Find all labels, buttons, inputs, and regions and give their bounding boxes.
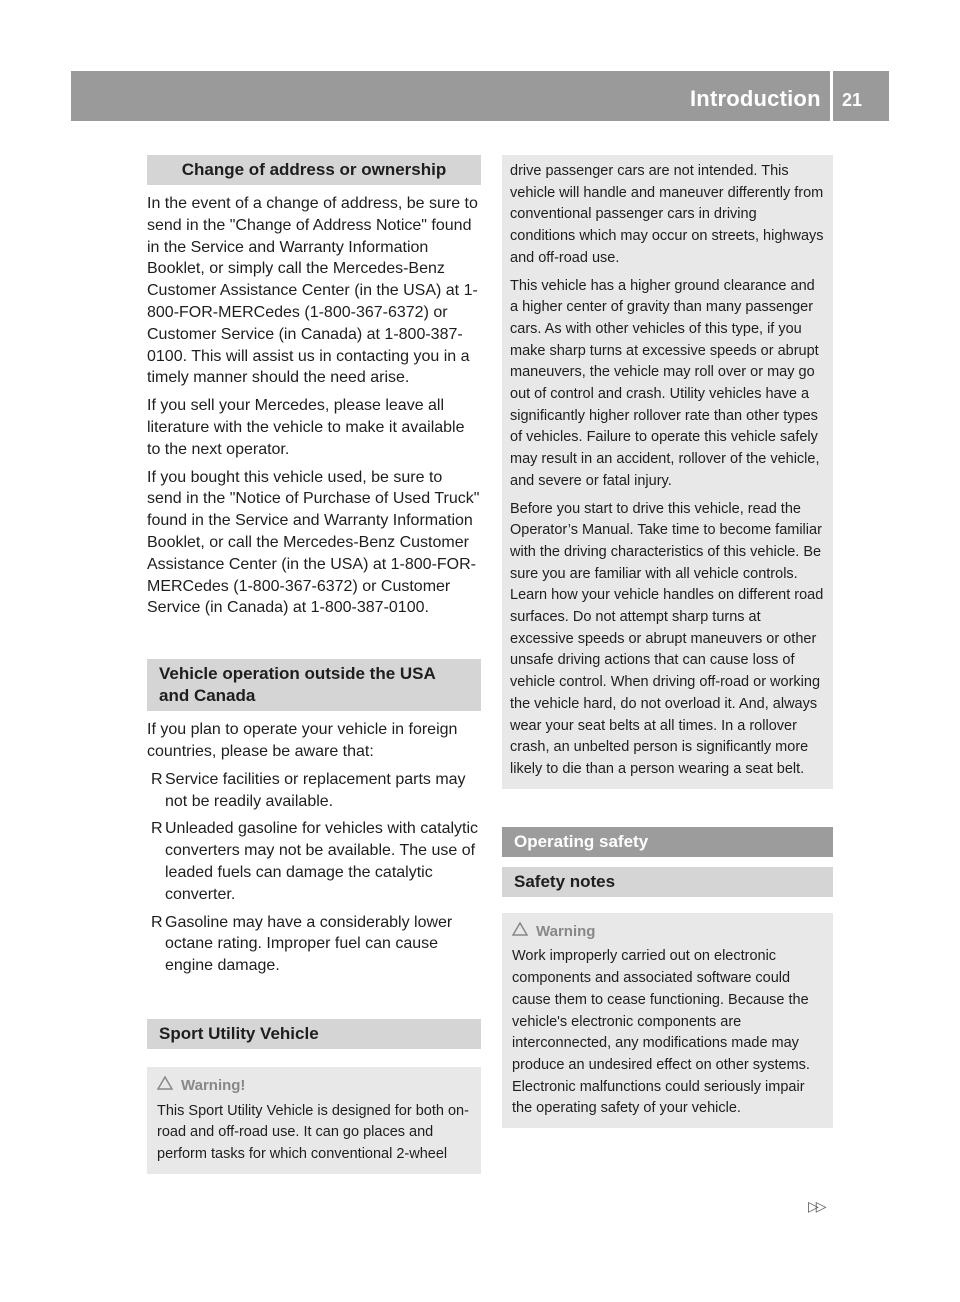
paragraph: If you plan to operate your vehicle in foreign countries, please be aware that:: [147, 721, 458, 760]
section-heading-change-of-address: Change of address or ownership: [147, 155, 481, 185]
page-title: Introduction: [690, 86, 821, 111]
continued-icon: ▷▷: [808, 1198, 824, 1214]
list-item: R Gasoline may have a considerably lower octane rating. Improper fuel can cause engine damage.: [151, 913, 453, 975]
bullet-icon: R: [151, 913, 163, 931]
section-heading-vehicle-operation: Vehicle operation outside the USA and Canada: [147, 659, 481, 711]
warning-continued-box: [502, 155, 833, 789]
bullet-icon: R: [151, 820, 163, 838]
section-heading-operating-safety: Operating safety: [502, 827, 833, 857]
right-column: [502, 155, 833, 1128]
paragraph: drive passenger cars are not intended. This vehicle will handle and maneuver differently from conventional passenger cars in driving conditions which may occur on streets, highways and off-road use.: [510, 163, 824, 266]
warning-text: Work improperly carried out on electronic components and associated software could cause them to cease functioning. Because the vehicle's electronic components are interconnected, any modifications made may produce an undesired effect on other systems. Electronic malfunctions could seriously impair the operating safety of your vehicle.: [512, 948, 810, 1117]
paragraph: In the event of a change of address, be sure to send in the "Change of Address Notice" found in the Service and Warranty Information Booklet, or simply call the Mercedes-Benz Customer Assistance Center (in the USA) at 1-800-FOR-MERCedes (1-800-367-6372) or Customer Service (in Canada) at 1-800-387-0100. This will assist us in contacting you in a timely manner should the need arise.: [147, 195, 478, 387]
list-item: R Unleaded gasoline for vehicles with catalytic converters may not be available. The use of leaded fuels can damage the catalytic converter.: [151, 820, 479, 903]
page-number: 21: [842, 90, 863, 110]
paragraph: If you bought this vehicle used, be sure to send in the "Notice of Purchase of Used Truck" found in the Service and Warranty Information Booklet, or call the Mercedes-Benz Customer Assistance Center (in the USA) at 1-800-FOR-MERCedes (1-800-367-6372) or Customer Service (in Canada) at 1-800-387-0100.: [147, 468, 480, 617]
warning-box: [502, 913, 833, 1128]
warning-box: [147, 1067, 481, 1174]
subsection-heading-safety-notes: Safety notes: [502, 867, 833, 897]
warning-title: Warning!: [157, 1075, 471, 1097]
left-column: [147, 155, 481, 1174]
bullet-list: [147, 769, 481, 977]
warning-title: Warning: [512, 921, 823, 943]
paragraph: If you sell your Mercedes, please leave all literature with the vehicle to make it available to the next operator.: [147, 397, 465, 458]
header-divider: [830, 71, 833, 121]
warning-triangle-icon: [157, 1075, 173, 1097]
list-item: R Service facilities or replacement parts may not be readily available.: [151, 770, 466, 810]
warning-triangle-icon: [512, 921, 528, 943]
paragraph: Before you start to drive this vehicle, read the Operator’s Manual. Take time to become familiar with the driving characteristics of this vehicle. Be sure you are familiar with all vehicle controls. Learn how your vehicle handles on different road surfaces. Do not attempt sharp turns at excessive speeds or abrupt maneuvers or other unsafe driving actions that can cause loss of vehicle control. When driving off-road or working the vehicle hard, do not overload it. And, always wear your seat belts at all times. In a rollover crash, an unbelted person is significantly more likely to die than a person wearing a seat belt.: [510, 500, 824, 777]
section-heading-sport-utility-vehicle: Sport Utility Vehicle: [147, 1019, 481, 1049]
warning-text: This Sport Utility Vehicle is designed for both on-road and off-road use. It can go places and perform tasks for which conventional 2-wheel: [157, 1102, 469, 1163]
bullet-icon: R: [151, 770, 163, 788]
paragraph: This vehicle has a higher ground clearance and a higher center of gravity than many passenger cars. As with other vehicles of this type, if you make sharp turns at excessive speeds or abrupt maneuvers, the vehicle may roll over or may go out of control and crash. Utility vehicles have a significantly higher rollover rate than other types of vehicles. Failure to operate this vehicle safely may result in an accident, rollover of the vehicle, and severe or fatal injury.: [510, 277, 820, 489]
